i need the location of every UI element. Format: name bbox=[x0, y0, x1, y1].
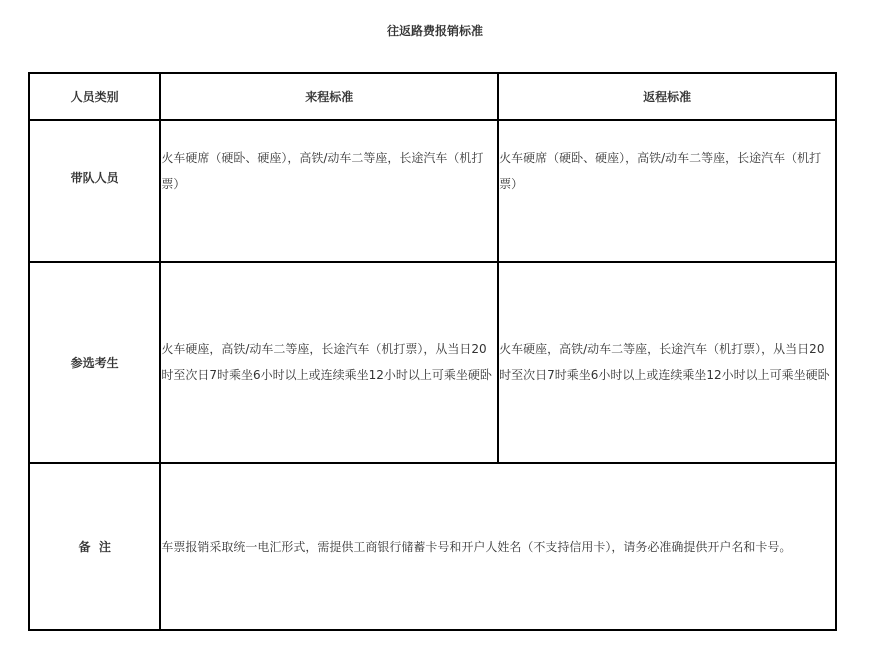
category-cell bbox=[29, 120, 160, 262]
return-standard-text: 火车硬席（硬卧、硬座），高铁/动车二等座，长途汽车（机打票） bbox=[499, 151, 822, 191]
header-outbound-standard: 来程标准 bbox=[160, 73, 498, 120]
outbound-standard-cell bbox=[160, 262, 498, 463]
header-return-standard: 返程标准 bbox=[498, 73, 836, 120]
note-label: 备 注 bbox=[78, 539, 111, 554]
note-text: 车票报销采取统一电汇形式，需提供工商银行储蓄卡号和开户人姓名（不支持信用卡），请务必准确提供开户名和卡号。 bbox=[161, 539, 792, 554]
note-text-cell bbox=[160, 463, 836, 630]
return-standard-text: 火车硬座，高铁/动车二等座，长途汽车（机打票），从当日20时至次日7时乘坐6小时以上或连续乘坐12小时以上可乘坐硬卧 bbox=[499, 341, 830, 382]
table-row-team-leader bbox=[29, 120, 836, 262]
category-cell bbox=[29, 262, 160, 463]
document-title: 往返路费报销标准 bbox=[386, 24, 483, 38]
reimbursement-standard-table bbox=[28, 72, 837, 631]
outbound-standard-text: 火车硬座，高铁/动车二等座，长途汽车（机打票），从当日20时至次日7时乘坐6小时以上或连续乘坐12小时以上可乘坐硬卧 bbox=[161, 341, 492, 382]
category-label: 参选考生 bbox=[70, 355, 119, 370]
category-label: 带队人员 bbox=[70, 171, 119, 185]
return-standard-cell bbox=[498, 262, 836, 463]
header-personnel-category: 人员类别 bbox=[29, 73, 160, 120]
outbound-standard-cell bbox=[160, 120, 498, 262]
return-standard-cell bbox=[498, 120, 836, 262]
outbound-standard-text: 火车硬席（硬卧、硬座），高铁/动车二等座，长途汽车（机打票） bbox=[161, 151, 484, 191]
table-row-candidate bbox=[29, 262, 836, 463]
table-header-row bbox=[29, 73, 836, 120]
table-row-note bbox=[29, 463, 836, 630]
note-label-cell bbox=[29, 463, 160, 630]
